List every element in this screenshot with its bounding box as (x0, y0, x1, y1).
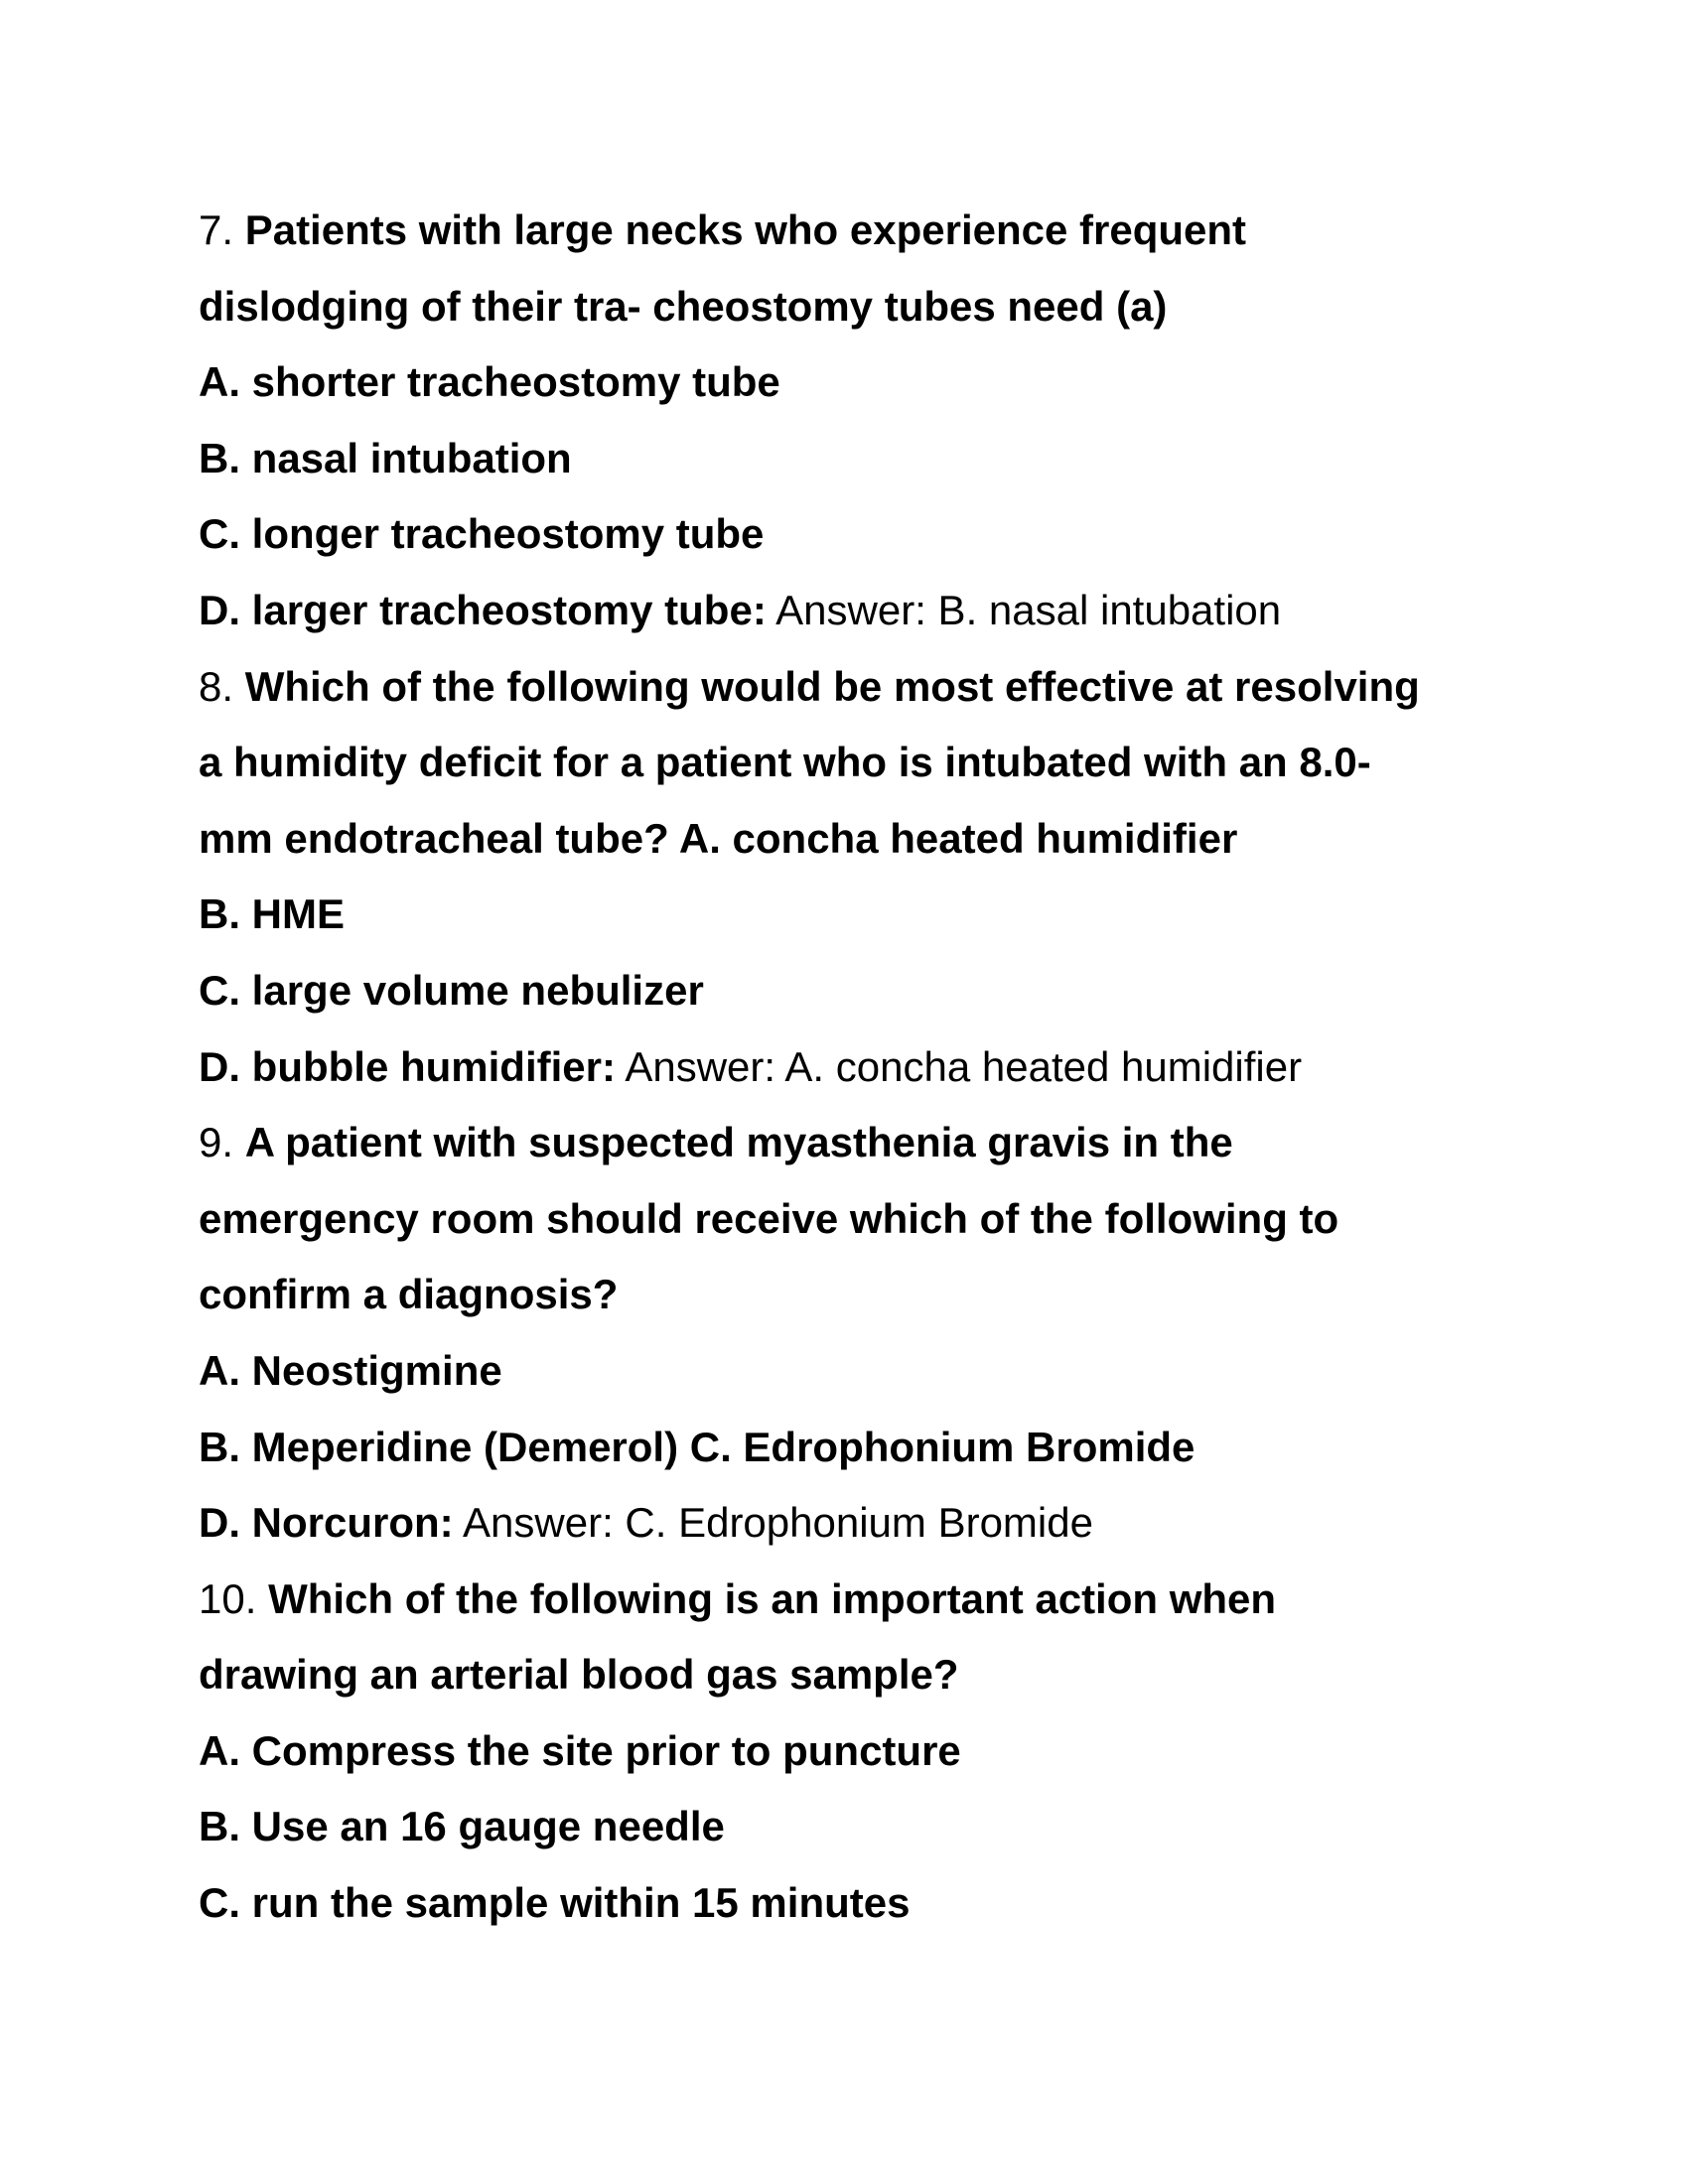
answer-option: B. Use an 16 gauge needle (199, 1803, 725, 1850)
question-9 (199, 1105, 1509, 1562)
answer-option: B. nasal intubation (199, 434, 572, 481)
answer-option: A. Neostigmine (199, 1346, 502, 1394)
answer-option: C. run the sample within 15 minutes (199, 1879, 911, 1927)
question-10 (199, 1562, 1509, 1942)
answer-option: D. bubble humidifier: (199, 1042, 616, 1090)
answer-option-with-answer (199, 1485, 1509, 1562)
question-stem-line: 8. Which of the following would be most effective at resolving (199, 662, 1420, 710)
answer-key: Answer: A. concha heated humidifier (625, 1042, 1303, 1090)
question-number: 8. (199, 662, 234, 710)
question-stem-line: dislodging of their tra- cheostomy tubes need (a) (199, 282, 1168, 330)
answer-option: A. Compress the site prior to puncture (199, 1726, 961, 1774)
question-8 (199, 649, 1509, 1106)
question-stem-line: mm endotracheal tube? A. concha heated humidifier (199, 814, 1238, 862)
answer-option: C. longer tracheostomy tube (199, 510, 765, 558)
question-7 (199, 193, 1509, 649)
answer-key: Answer: B. nasal intubation (775, 586, 1282, 633)
answer-option: C. large volume nebulizer (199, 966, 704, 1014)
answer-option: B. HME (199, 890, 345, 938)
question-stem-line: 9. A patient with suspected myasthenia gravis in the (199, 1119, 1233, 1166)
answer-option: D. larger tracheostomy tube: (199, 586, 767, 633)
answer-key: Answer: C. Edrophonium Bromide (463, 1499, 1093, 1547)
answer-option-with-answer (199, 1029, 1509, 1106)
question-stem-line: confirm a diagnosis? (199, 1271, 619, 1318)
question-number: 7. (199, 206, 234, 253)
answer-option: A. shorter tracheostomy tube (199, 358, 780, 406)
question-number: 9. (199, 1119, 234, 1166)
question-stem-line: 10. Which of the following is an important action when (199, 1574, 1277, 1622)
question-stem-line: drawing an arterial blood gas sample? (199, 1651, 959, 1699)
document-page (199, 193, 1509, 1942)
question-stem-line: 7. Patients with large necks who experience frequent (199, 206, 1247, 253)
question-stem-line: emergency room should receive which of the following to (199, 1194, 1339, 1242)
answer-option: D. Norcuron: (199, 1499, 454, 1547)
answer-option-with-answer (199, 573, 1509, 649)
answer-option: B. Meperidine (Demerol) C. Edrophonium Bromide (199, 1423, 1196, 1470)
question-number: 10. (199, 1574, 257, 1622)
question-stem-line: a humidity deficit for a patient who is intubated with an 8.0- (199, 739, 1371, 786)
